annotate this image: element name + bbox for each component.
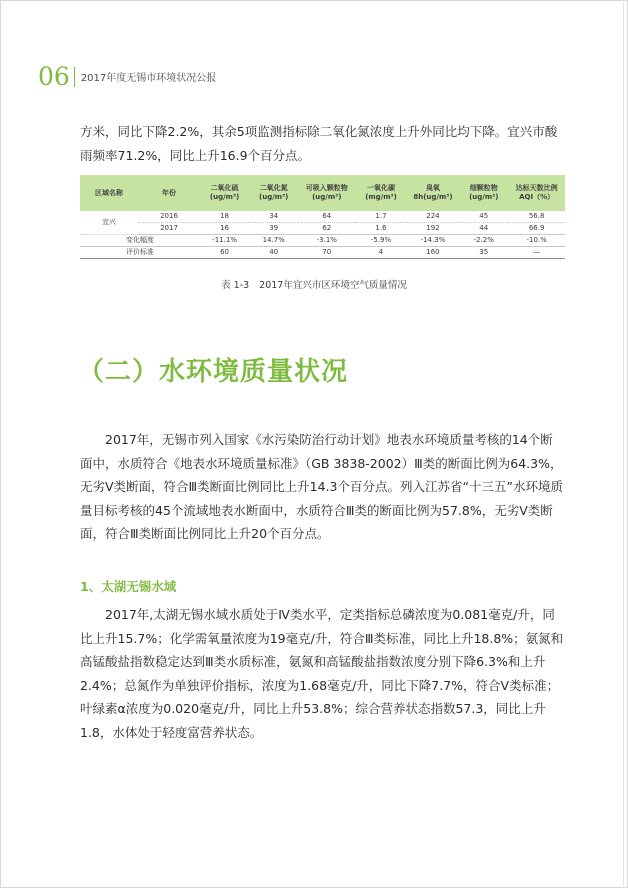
table-caption-number: 表 1-3 — [221, 280, 250, 291]
header-pm10: 可吸入颗粒物(ug/m³) — [305, 184, 348, 201]
cell-year: 2017 — [138, 223, 200, 235]
cell-change-label: 变化幅度 — [80, 235, 200, 247]
cell-co: 4 — [355, 247, 406, 259]
cell-no2: 14.7% — [249, 235, 298, 247]
cell-pm10: 70 — [298, 247, 355, 259]
cell-so2: 60 — [200, 247, 249, 259]
cell-aqi: 56.8 — [508, 211, 565, 223]
cell-no2: 40 — [249, 247, 298, 259]
cell-pm25: -2.2% — [459, 235, 508, 247]
cell-pm25: 35 — [459, 247, 508, 259]
table-caption-title: 2017年宜兴市区环境空气质量情况 — [259, 280, 407, 291]
cell-no2: 39 — [249, 223, 298, 235]
table-row — [80, 211, 565, 223]
cell-pm10: -3.1% — [298, 235, 355, 247]
table-header-row — [80, 175, 565, 211]
water-paragraph: 2017年，无锡市列入国家《水污染防治行动计划》地表水环境质量考核的14个断面中，水质符合《地表水环境质量标准》（GB 3838-2002）Ⅲ类的断面比例为64.3%，无劣Ⅴ类断面，符合Ⅲ类断面比例同比上升14.3个百分点。列入江苏省“十三五”水环境质量目标考核的45个流域地表水断面中，水质符合Ⅲ类的断面比例为57.8%，无劣Ⅴ类断面，符合Ⅲ类断面比例同比上升20个百分点。 — [80, 432, 563, 541]
cell-aqi: — — [508, 247, 565, 259]
cell-so2: -11.1% — [200, 235, 249, 247]
cell-co: -5.9% — [355, 235, 406, 247]
header-year: 年份 — [162, 188, 176, 197]
cell-co: 1.7 — [355, 211, 406, 223]
header-separator — [74, 67, 75, 87]
cell-co: 1.6 — [355, 223, 406, 235]
page-header — [38, 64, 216, 90]
cell-standard-label: 评价标准 — [80, 247, 200, 259]
cell-o3: -14.3% — [407, 235, 459, 247]
page-number: 06 — [38, 62, 70, 91]
table-row-standard — [80, 247, 565, 259]
air-quality-table-container — [80, 175, 565, 259]
header-so2: 二氧化硫(ug/m³) — [209, 184, 240, 201]
cell-aqi: 66.9 — [508, 223, 565, 235]
cell-o3: 160 — [407, 247, 459, 259]
header-region: 区域名称 — [95, 188, 123, 197]
header-pm25: 细颗粒物(ug/m³) — [469, 184, 499, 201]
taihu-heading: 1、太湖无锡水域 — [80, 579, 177, 594]
cell-so2: 18 — [200, 211, 249, 223]
intro-paragraph: 方米，同比下降2.2%，其余5项监测指标除二氧化氮浓度上升外同比均下降。宜兴市酸雨频率71.2%，同比上升16.9个百分点。 — [80, 124, 558, 163]
cell-no2: 34 — [249, 211, 298, 223]
cell-year: 2016 — [138, 211, 200, 223]
cell-pm10: 64 — [298, 211, 355, 223]
cell-region: 宜兴 — [80, 211, 138, 235]
header-doc-title: 2017年度无锡市环境状况公报 — [80, 73, 217, 84]
cell-pm25: 44 — [459, 223, 508, 235]
cell-pm10: 62 — [298, 223, 355, 235]
cell-o3: 224 — [407, 211, 459, 223]
cell-pm25: 45 — [459, 211, 508, 223]
header-co: 一氧化碳(mg/m³) — [365, 184, 397, 201]
header-aqi: 达标天数比例AQI（%） — [515, 184, 558, 201]
cell-aqi: -10.% — [508, 235, 565, 247]
section-heading-water: （二）水环境质量状况 — [78, 357, 349, 387]
table-row — [80, 223, 565, 235]
cell-so2: 16 — [200, 223, 249, 235]
header-o3: 臭氧 8h(ug/m³) — [413, 184, 453, 201]
right-edge-rule — [623, 0, 624, 888]
air-quality-table — [80, 175, 565, 259]
table-row-change — [80, 235, 565, 247]
header-no2: 二氧化氮(ug/m³) — [259, 184, 289, 201]
taihu-paragraph: 2017年,太湖无锡水域水质处于Ⅳ类水平，定类指标总磷浓度为0.081毫克/升，同比上升15.7%；化学需氧量浓度为19毫克/升，符合Ⅲ类标准，同比上升18.8%；氨氮和高锰酸盐指数稳定达到Ⅲ类水质标准，氨氮和高锰酸盐指数浓度分别下降6.3%和上升2.4%；总氮作为单独评价指标，浓度为1.68毫克/升，同比下降7.7%，符合Ⅴ类标准；叶绿素α浓度为0.020毫克/升，同比上升53.8%；综合营养状态指数57.3，同比上升1.8，水体处于轻度富营养状态。 — [80, 607, 564, 740]
table-caption — [0, 277, 628, 291]
cell-o3: 192 — [407, 223, 459, 235]
